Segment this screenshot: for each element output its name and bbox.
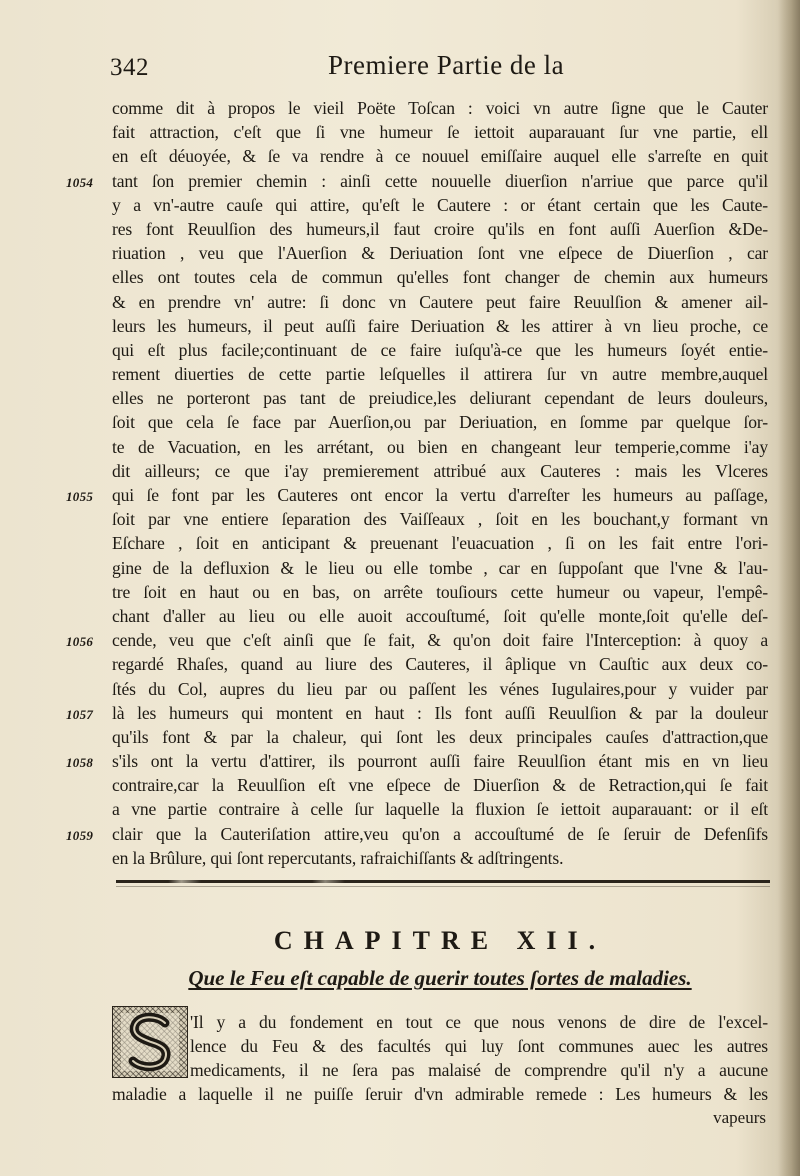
margin-note: 1058 <box>66 755 94 771</box>
margin-note: 1059 <box>66 828 94 843</box>
text-line: te de Vacuation, en les arrétant, ou bien en changeant leur temperie,comme i'ay <box>112 436 768 457</box>
text-line: res font Reuulſion des humeurs,il faut croire qu'ils en font auſſi Auerſion &De- <box>112 218 768 239</box>
text-line: elles ont toutes cela de commun qu'elles font changer de chemin aux humeurs <box>112 267 768 288</box>
text-line: ſoit par vne entiere ſeparation des Vaiſſeaux , ſoit en les bouchant,y formant vn <box>112 509 768 530</box>
opening-text-line: lence du Feu & des facultés qui luy ſont communes auec les autres <box>190 1036 768 1057</box>
catchword: vapeurs <box>713 1108 766 1127</box>
page-header <box>110 50 770 86</box>
margin-note: 1055 <box>66 489 94 505</box>
margin-note: 1056 <box>66 634 94 650</box>
chapter-title: CHAPITRE XII. <box>273 926 607 955</box>
text-line: contraire,car la Reuulſion eſt vne eſpece de Diuerſion & de Retraction,qui ſe fait <box>112 775 768 796</box>
opening-paragraph-indented <box>190 1010 768 1083</box>
text-line: ſtés du Col, aupres du lieu par ou paſſent les vénes Iugulaires,pour y vuider par <box>112 678 768 699</box>
text-line: là les humeurs qui montent en haut : Ils font auſſi Reuulſion & par la douleur <box>112 702 768 723</box>
text-line: y a vn'-autre cauſe qui attire, qu'eſt le Cautere : or étant certain que les Caute- <box>112 194 768 215</box>
text-line: qu'ils font & par la chaleur, qui ſont les deux principales cauſes d'attraction,que <box>112 726 768 747</box>
text-line: dit ailleurs; ce que i'ay premierement attribué aux Cauteres : mais les Vlceres <box>112 460 768 481</box>
text-line: gine de la defluxion & le lieu ou elle tombe , car en ſuppoſant que l'vne & l'au- <box>112 557 768 578</box>
opening-text-line: maladie a laquelle il ne puiſſe ſeruir d'vn admirable remede : Les humeurs & les <box>112 1084 768 1104</box>
text-line: a vne partie contraire à celle ſur laquelle la fluxion ſe iettoit auparauant: or il eſt <box>112 799 768 820</box>
text-line: chant d'aller au lieu ou elle auoit accouſtumé, ſoit qu'elle monte,ſoit qu'elle deſ- <box>112 605 768 626</box>
decorated-initial <box>112 1006 188 1078</box>
text-line: qui eſt plus facile;continuant de ce faire iuſqu'à-ce que les humeurs ſoyét entie- <box>112 339 768 360</box>
margin-note: 1054 <box>66 174 94 190</box>
opening-text-line: medicaments, il ne ſera pas malaisé de comprendre qu'il n'y a aucune <box>190 1060 768 1081</box>
text-line: regardé Rhaſes, quand au liure des Cauteres, il âplique vn Cauſtic aux deux co- <box>112 654 768 675</box>
chapter-subtitle: Que le Feu eſt capable de guerir toutes ſortes de maladies. <box>188 966 692 990</box>
text-line: elles ne porteront pas tant de preiudice,les deliurant cependant de leurs douleurs, <box>112 388 768 409</box>
text-line: Eſchare , ſoit en anticipant & preuenant l'euacuation , ſi on les fait entre l'ori- <box>112 533 768 554</box>
text-line: riuation , veu que l'Auerſion & Deriuation ſont vne eſpece de Diuerſion , car <box>112 243 768 264</box>
opening-text-line: 'Il y a du fondement en tout ce que nous venons de dire de l'excel- <box>190 1012 768 1032</box>
text-line: tant ſon premier chemin : ainſi cette nouuelle diuerſion n'arriue que parce qu'il <box>112 170 768 191</box>
main-text <box>112 96 768 870</box>
text-line: tre ſoit en haut ou en bas, on arrête touſiours cette humeur ou vapeur, l'empê- <box>112 581 768 602</box>
text-line: s'ils ont la vertu d'attirer, ils pourront auſſi faire Reuulſion étant mis en vn lieu <box>112 751 768 772</box>
text-line: rement diuerties de cette partie leſquelles il attirera ſur vn autre membre,auquel <box>112 364 768 385</box>
text-line: & en prendre vn' autre: ſi donc vn Cautere peut faire Reuulſion & amener ail- <box>112 291 768 312</box>
text-line: clair que la Cauteriſation attire,veu qu'on a accouſtumé de ſe ſeruir de Defenſifs <box>112 823 768 844</box>
margin-note: 1057 <box>66 707 94 722</box>
text-line: en la Brûlure, qui ſont repercutants, rafraichiſſants & adſtringents. <box>112 847 564 868</box>
running-head: Premiere Partie de la <box>328 50 565 80</box>
page-edge-shadow <box>778 0 800 1176</box>
text-line: ſoit que cela ſe face par Auerſion,ou par Deriuation, en ſomme par quelque ſor- <box>112 412 768 433</box>
decorated-initial-letter <box>113 1007 187 1077</box>
text-line: qui ſe font par les Cauteres ont encor la vertu d'arreſter les humeurs au paſſage, <box>112 485 768 505</box>
section-divider-thin <box>116 886 770 887</box>
text-line: fait attraction, c'eſt que ſi vne humeur ſe iettoit auparauant ſur vne partie, ell <box>112 122 768 143</box>
text-line: comme dit à propos le vieil Poëte Toſcan : voici vn autre ſigne que le Cauter <box>112 98 768 118</box>
opening-paragraph-full <box>112 1082 768 1106</box>
page-number: 342 <box>110 54 149 81</box>
text-line: leurs les humeurs, il peut auſſi faire Deriuation & les attirer à vn lieu proche, ce <box>112 315 768 336</box>
text-line: cende, veu que c'eſt ainſi que ſe fait, & qu'on doit faire l'Interception: à quoy a <box>112 630 768 651</box>
section-divider <box>116 880 770 883</box>
text-line: en eſt déuoyée, & ſe va rendre à ce nouuel emiſſaire auquel elle s'arreſte en quit <box>112 146 768 167</box>
